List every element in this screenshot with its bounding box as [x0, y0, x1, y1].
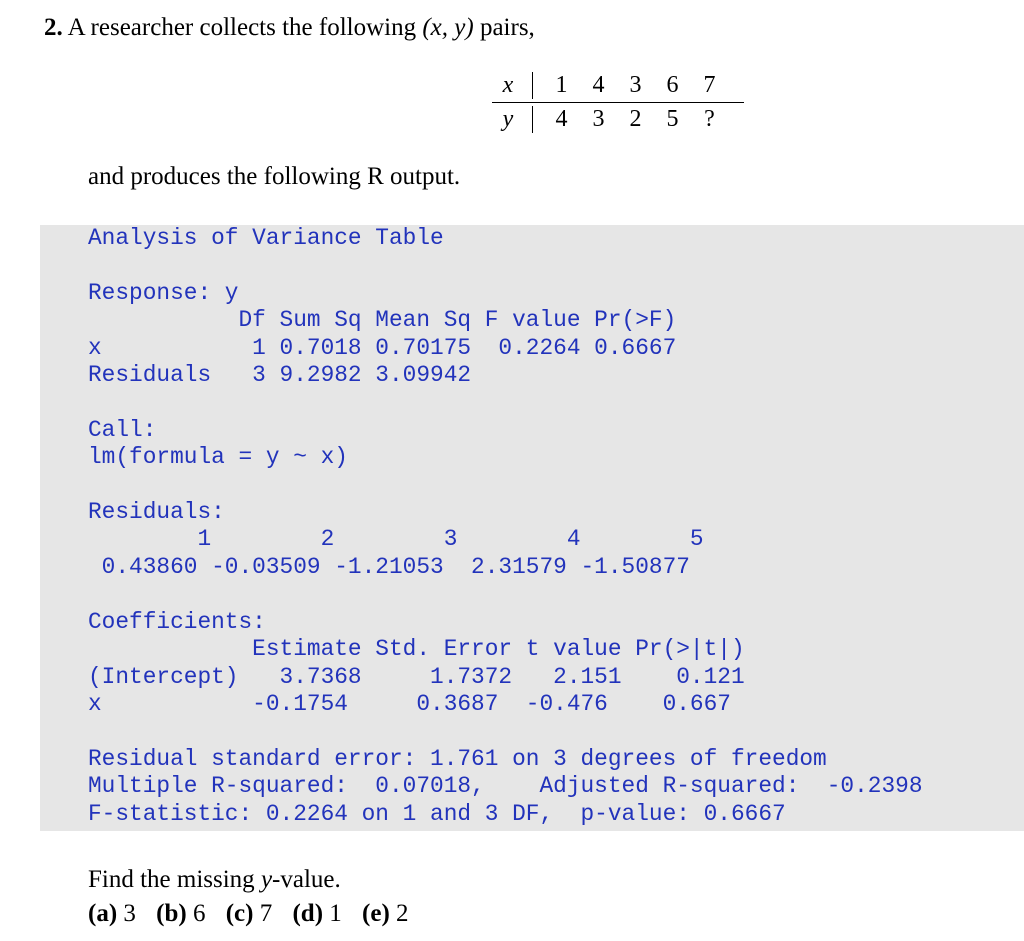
- find-prompt: [88, 866, 341, 894]
- y-value: 2: [629, 105, 642, 132]
- r-output-line: x -0.1754 0.3687 -0.476 0.667: [88, 690, 731, 717]
- y-value: 4: [555, 105, 568, 132]
- question-number: 2.: [44, 14, 63, 41]
- x-value: 7: [703, 71, 716, 98]
- choice-a: (a) 3: [88, 900, 136, 927]
- x-value: 4: [592, 71, 605, 98]
- data-table: [484, 68, 728, 136]
- r-output-line: Estimate Std. Error t value Pr(>|t|): [88, 636, 745, 663]
- r-output-line: Residual standard error: 1.761 on 3 degrees of freedom: [88, 745, 827, 772]
- choice-d: (d) 1: [292, 900, 342, 927]
- r-output-line: Multiple R-squared: 0.07018, Adjusted R-squared: -0.2398: [88, 773, 923, 800]
- r-output-line: Residuals 3 9.2982 3.09942: [88, 362, 472, 389]
- r-output-intro: and produces the following R output.: [88, 163, 461, 190]
- x-value: 1: [555, 71, 568, 98]
- choice-b: (b) 6: [156, 900, 206, 927]
- question-heading: [44, 14, 535, 42]
- y-row: [484, 102, 728, 136]
- r-output-line: 0.43860 -0.03509 -1.21053 2.31579 -1.50877: [88, 553, 690, 580]
- prompt-after: -value.: [272, 866, 341, 893]
- r-output-line: Response: y: [88, 279, 239, 306]
- r-output-line: F-statistic: 0.2264 on 1 and 3 DF, p-value: 0.6667: [88, 800, 786, 827]
- r-output-line: Residuals:: [88, 499, 225, 526]
- y-value: ?: [704, 105, 715, 132]
- answer-choices: [88, 900, 423, 928]
- prompt-var: y: [260, 866, 273, 893]
- y-value: 3: [592, 105, 605, 132]
- r-output-line: lm(formula = y ~ x): [88, 444, 348, 471]
- r-output-line: (Intercept) 3.7368 1.7372 2.151 0.121: [88, 663, 745, 690]
- y-values: [532, 106, 728, 133]
- y-value: 5: [666, 105, 679, 132]
- r-output-line: x 1 0.7018 0.70175 0.2264 0.6667: [88, 334, 677, 361]
- choice-c: (c) 7: [225, 900, 273, 927]
- r-output-line: Coefficients:: [88, 608, 266, 635]
- table-divider: [492, 102, 744, 103]
- r-output-line: 1 2 3 4 5: [88, 526, 704, 553]
- x-values: [532, 72, 728, 99]
- r-output-line: Analysis of Variance Table: [88, 225, 444, 251]
- question-text-before: A researcher collects the following: [67, 14, 417, 41]
- y-label: y: [502, 105, 514, 132]
- x-value: 6: [666, 71, 679, 98]
- r-output-text: [88, 225, 923, 828]
- x-value: 3: [629, 71, 642, 98]
- prompt-before: Find the missing: [88, 866, 261, 893]
- choice-e: (e) 2: [362, 900, 409, 927]
- x-row: [484, 68, 728, 102]
- question-text-after: pairs,: [479, 14, 535, 41]
- r-output-line: Call:: [88, 416, 157, 443]
- pair-label: (x, y): [422, 14, 474, 41]
- r-output-line: Df Sum Sq Mean Sq F value Pr(>F): [88, 307, 677, 334]
- x-label: x: [502, 71, 514, 98]
